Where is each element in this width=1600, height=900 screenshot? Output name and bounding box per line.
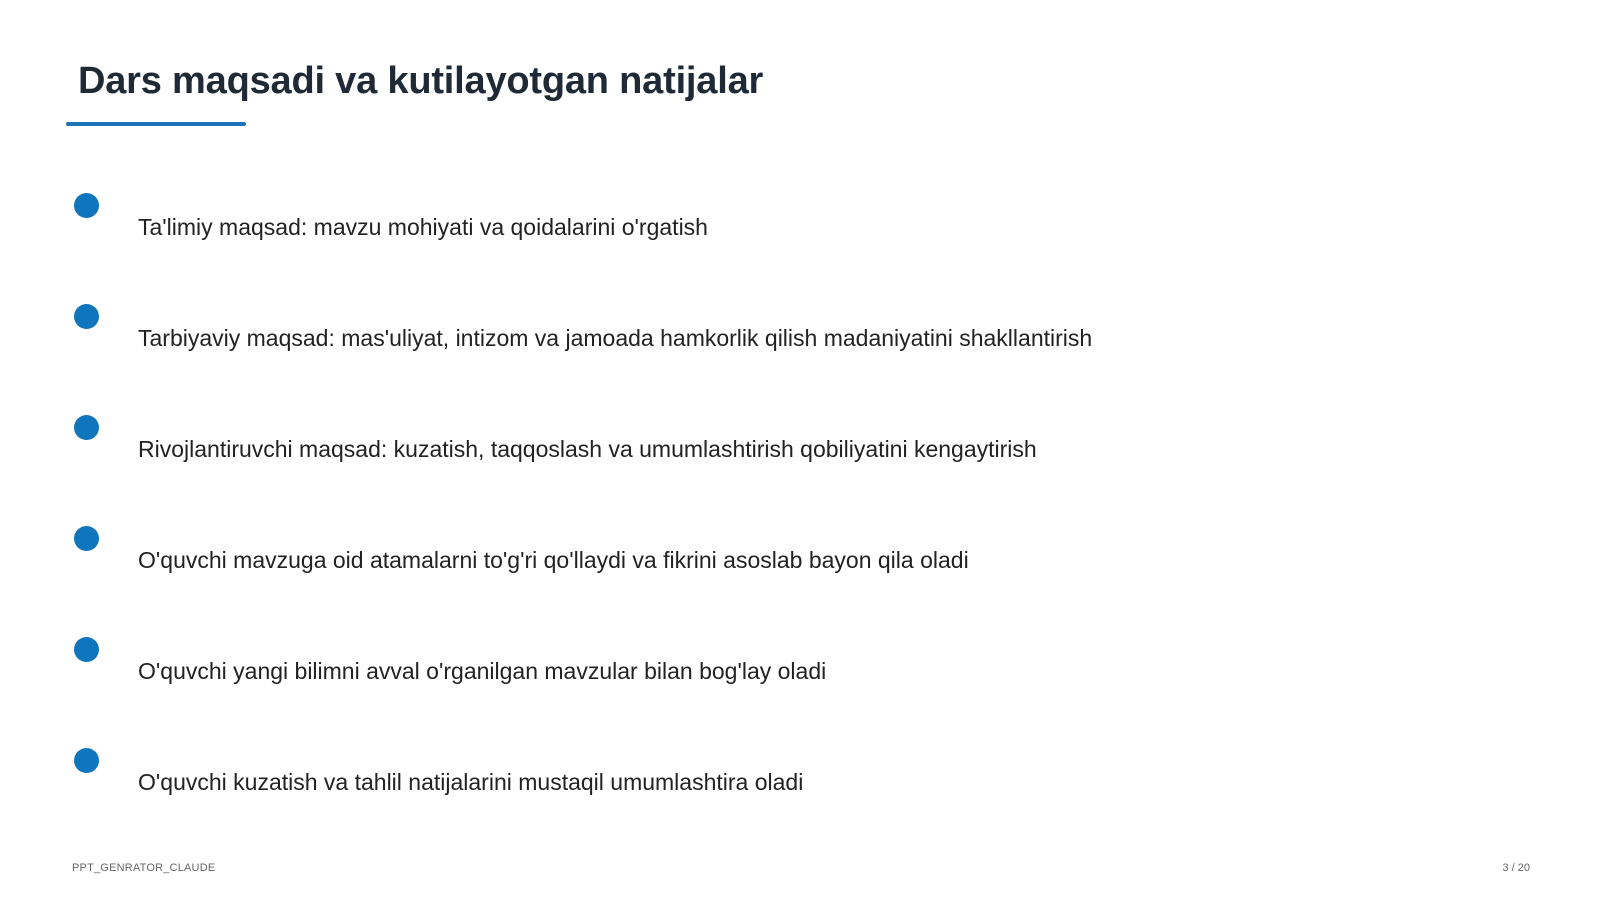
page-indicator: 3 / 20 xyxy=(1502,862,1530,874)
bullet-text: Ta'limiy maqsad: mavzu mohiyati va qoidalarini o'rgatish xyxy=(138,214,708,240)
bullet-item xyxy=(0,526,1600,586)
bullet-dot-icon xyxy=(74,415,99,440)
bullet-item xyxy=(0,193,1600,253)
bullet-item xyxy=(0,304,1600,364)
slide-title: Dars maqsadi va kutilayotgan natijalar xyxy=(78,60,764,102)
bullet-dot-icon xyxy=(74,748,99,773)
bullet-text: O'quvchi kuzatish va tahlil natijalarini mustaqil umumlashtira oladi xyxy=(138,769,804,795)
bullet-text: Tarbiyaviy maqsad: mas'uliyat, intizom va jamoada hamkorlik qilish madaniyatini shakllantirish xyxy=(138,325,1093,351)
footer-source-label: PPT_GENRATOR_CLAUDE xyxy=(72,862,216,874)
bullet-dot-icon xyxy=(74,193,99,218)
bullet-text: O'quvchi yangi bilimni avval o'rganilgan mavzular bilan bog'lay oladi xyxy=(138,658,827,684)
bullet-text: Rivojlantiruvchi maqsad: kuzatish, taqqoslash va umumlashtirish qobiliyatini kengaytirish xyxy=(138,436,1037,462)
bullet-dot-icon xyxy=(74,304,99,329)
bullet-text: O'quvchi mavzuga oid atamalarni to'g'ri qo'llaydi va fikrini asoslab bayon qila oladi xyxy=(138,547,969,573)
bullet-dot-icon xyxy=(74,526,99,551)
bullet-item xyxy=(0,748,1600,808)
bullet-dot-icon xyxy=(74,637,99,662)
bullet-item xyxy=(0,415,1600,475)
bullet-item xyxy=(0,637,1600,697)
